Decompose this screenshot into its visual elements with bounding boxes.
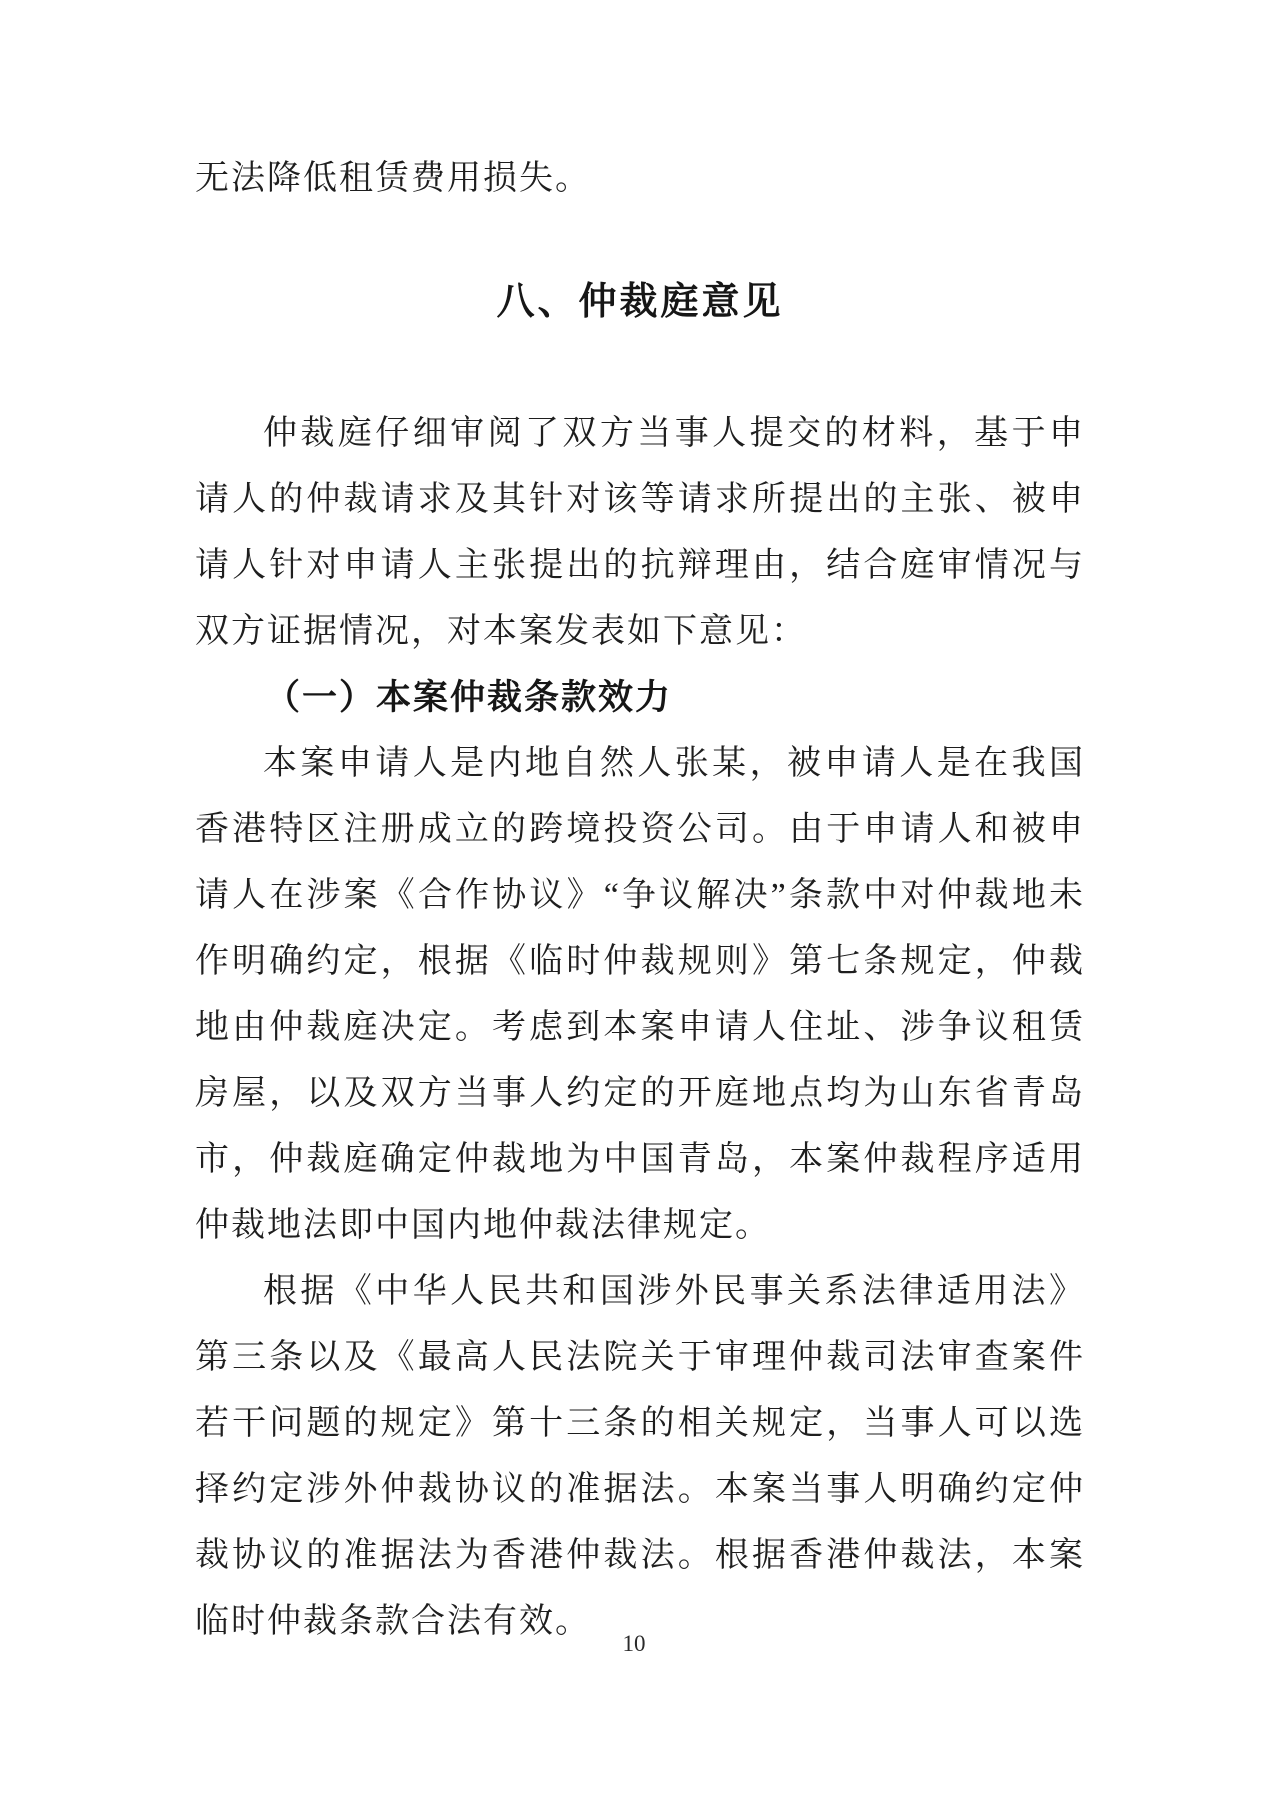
- paragraph-arbitration-clause-validity: 本案申请人是内地自然人张某，被申请人是在我国香港特区注册成立的跨境投资公司。由于申请人和被申请人在涉案《合作协议》“争议解决”条款中对仲裁地未作明确约定，根据《临时仲裁规则》第七条规定，仲裁地由仲裁庭决定。考虑到本案申请人住址、涉争议租赁房屋，以及双方当事人约定的开庭地点均为山东省青岛市，仲裁庭确定仲裁地为中国青岛，本案仲裁程序适用仲裁地法即中国内地仲裁法律规定。: [195, 745, 1085, 1244]
- continuation-paragraph: 无法降低租赁费用损失。: [195, 160, 591, 197]
- paragraph-applicable-law: 根据《中华人民共和国涉外民事关系法律适用法》第三条以及《最高人民法院关于审理仲裁司法审查案件若干问题的规定》第十三条的相关规定，当事人可以选择约定涉外仲裁协议的准据法。本案当事人明确约定仲裁协议的准据法为香港仲裁法。根据香港仲裁法，本案临时仲裁条款合法有效。: [195, 1273, 1085, 1640]
- page-number: 10: [622, 1631, 646, 1656]
- subsection-heading: （一）本案仲裁条款效力: [265, 678, 673, 718]
- paragraph-tribunal-intro: 仲裁庭仔细审阅了双方当事人提交的材料，基于申请人的仲裁请求及其针对该等请求所提出的主张、被申请人针对申请人主张提出的抗辩理由，结合庭审情况与双方证据情况，对本案发表如下意见：: [195, 415, 1085, 650]
- section-heading: 八、仲裁庭意见: [496, 279, 784, 323]
- document-body: [195, 146, 1085, 1655]
